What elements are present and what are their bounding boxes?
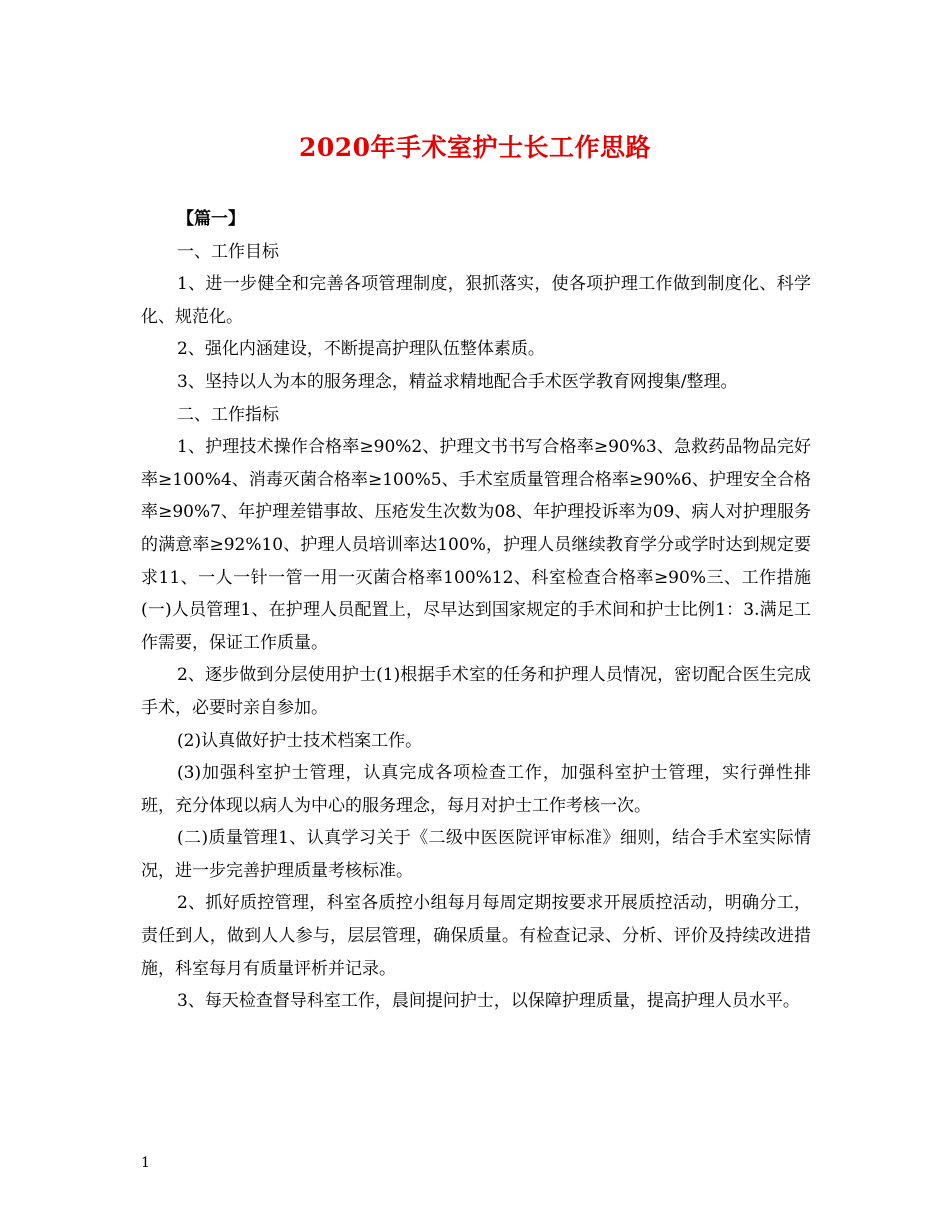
- paragraph-goal-3: 3、坚持以人为本的服务理念，精益求精地配合手术医学教育网搜集/整理。: [177, 371, 738, 392]
- paragraph-nurse-management: (3)加强科室护士管理，认真完成各项检查工作，加强科室护士管理，实行弹性排班，充分体现以病人为中心的服务理念，每月对护士工作考核一次。: [141, 763, 811, 816]
- section-heading-part-one: 【篇一】: [177, 209, 245, 229]
- paragraph-technical-records: (2)认真做好护士技术档案工作。: [177, 730, 423, 751]
- document-title: 2020年手术室护士长工作思路: [298, 133, 652, 162]
- paragraph-quality-management: (二)质量管理1、认真学习关于《二级中医医院评审标准》细则，结合手术室实际情况，进一步完善护理质量考核标准。: [141, 828, 811, 881]
- heading-work-indicators: 二、工作指标: [177, 404, 279, 425]
- paragraph-indicators: 1、护理技术操作合格率≥90%2、护理文书书写合格率≥90%3、急救药品物品完好率≥100%4、消毒灭菌合格率≥100%5、手术室质量管理合格率≥90%6、护理安全合格率≥90%7、年护理差错事故、压疮发生次数为08、年护理投诉率为09、病人对护理服务的满意率≥92%10、护理人员培训率达100%，护理人员继续教育学分或学时达到规定要求11、一人一针一管一用一灭菌合格率100%12、科室检查合格率≥90%三、工作措施(一)人员管理1、在护理人员配置上，尽早达到国家规定的手术间和护士比例1：3.满足工作需要，保证工作质量。: [141, 437, 811, 653]
- page-number: 1: [141, 1155, 150, 1171]
- paragraph-goal-1: 1、进一步健全和完善各项管理制度，狠抓落实，使各项护理工作做到制度化、科学化、规范化。: [141, 274, 811, 327]
- paragraph-quality-control: 2、抓好质控管理，科室各质控小组每月每周定期按要求开展质控活动，明确分工，责任到人，做到人人参与，层层管理，确保质量。有检查记录、分析、评价及持续改进措施，科室每月有质量评析并记录。: [141, 893, 811, 979]
- paragraph-goal-2: 2、强化内涵建设，不断提高护理队伍整体素质。: [177, 339, 545, 360]
- document-body: [141, 203, 811, 1018]
- paragraph-daily-inspection: 3、每天检查督导科室工作，晨间提问护士，以保障护理质量，提高护理人员水平。: [177, 991, 800, 1012]
- paragraph-layered-nurses: 2、逐步做到分层使用护士(1)根据手术室的任务和护理人员情况，密切配合医生完成手术，必要时亲自参加。: [141, 665, 811, 718]
- heading-work-goals: 一、工作目标: [177, 241, 279, 262]
